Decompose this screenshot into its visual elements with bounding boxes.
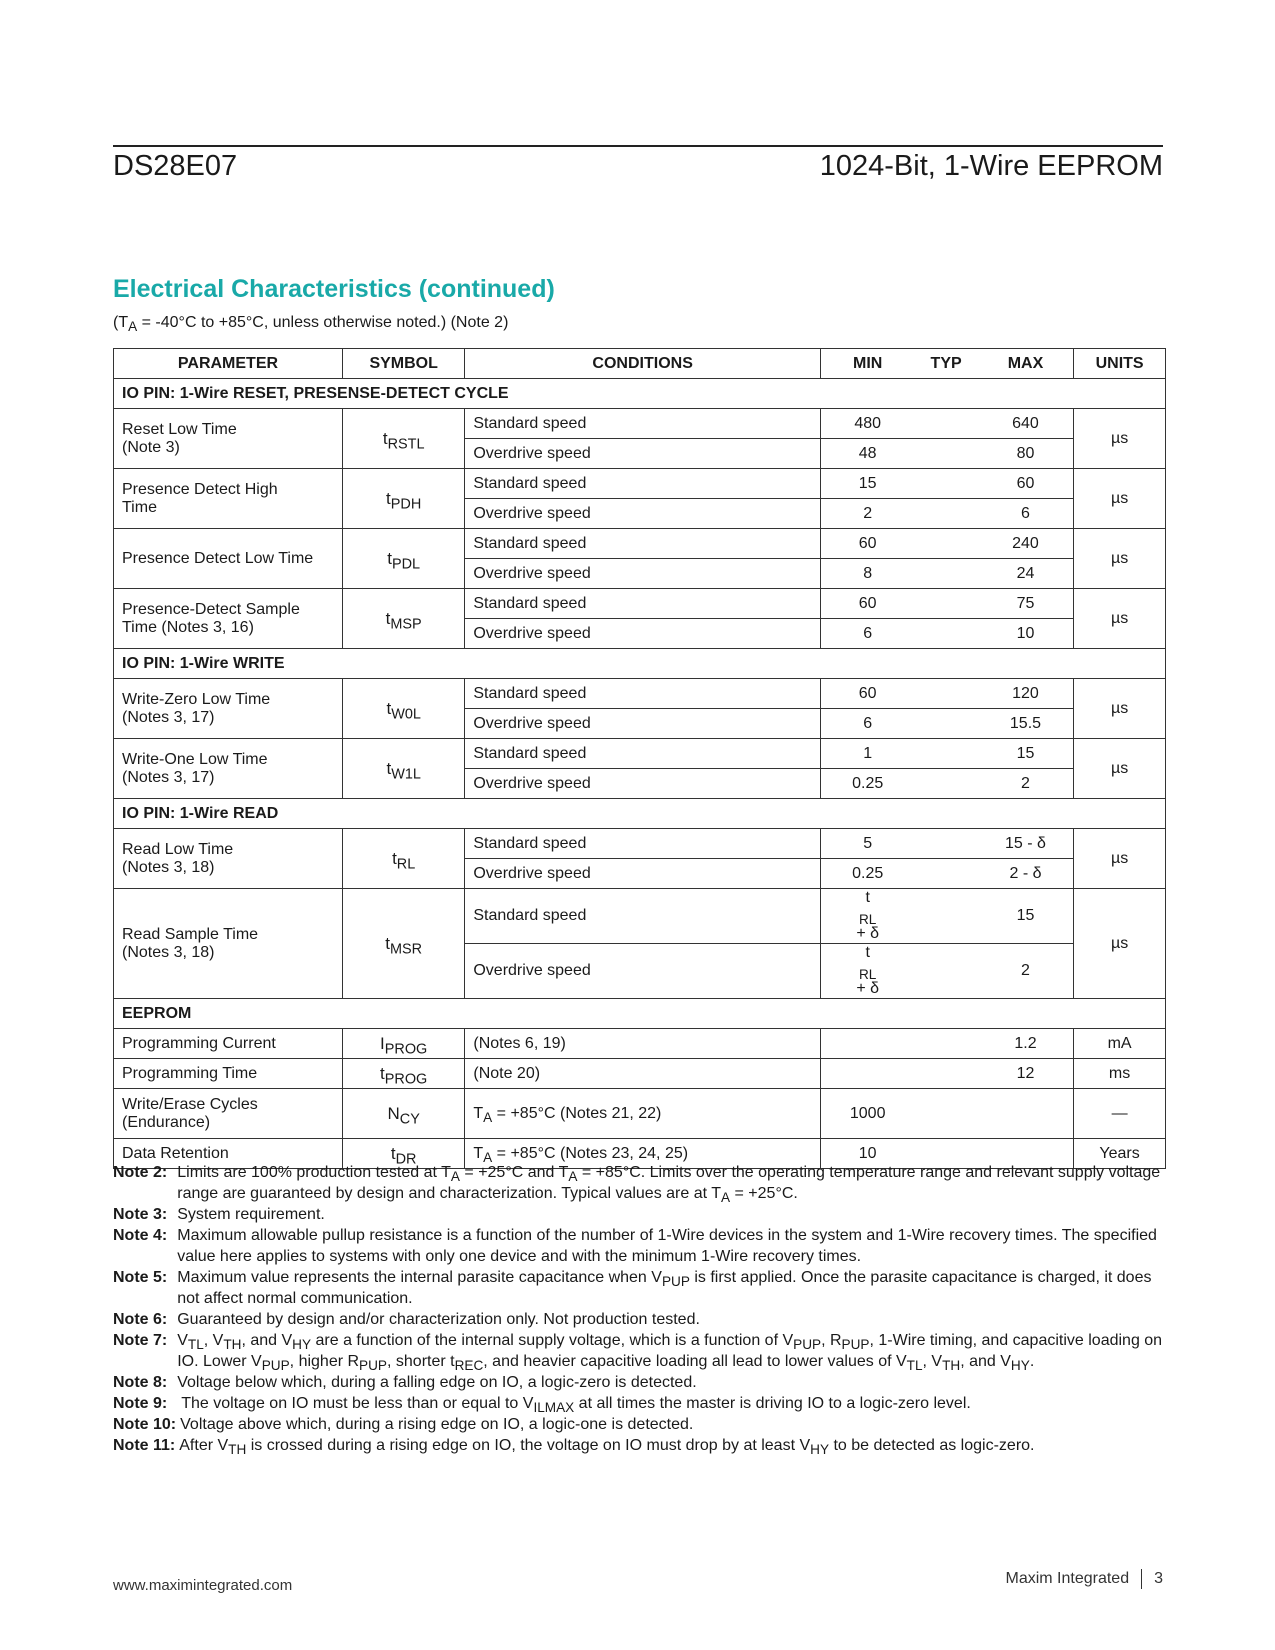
condition-cell: Overdrive speed: [465, 944, 821, 999]
param-cell: Data Retention: [114, 1139, 343, 1169]
values-cell: 480 640: [820, 409, 1073, 439]
electrical-characteristics-table: [113, 348, 1166, 1169]
table-row: [114, 1029, 1166, 1059]
values-cell: 10: [820, 1139, 1073, 1169]
units-cell: µs: [1074, 409, 1166, 469]
footer-url[interactable]: www.maximintegrated.com: [113, 1577, 293, 1594]
footer-company: Maxim Integrated: [1005, 1570, 1130, 1587]
param-cell: Presence-Detect Sample Time (Notes 3, 16): [114, 589, 343, 649]
symbol-cell: $t_{PDL}$: [342, 529, 464, 589]
symbol-cell: $t_{RL}$: [342, 829, 464, 889]
note-6: Note 6: Guaranteed by design and/or characterization only. Not production tested.: [113, 1311, 700, 1328]
symbol-cell: $t_{MSR}$: [342, 889, 464, 999]
symbol-cell: $t_{RSTL}$: [342, 409, 464, 469]
condition-cell: Overdrive speed: [465, 769, 821, 799]
header-rule: [113, 145, 1163, 147]
units-cell: µs: [1074, 739, 1166, 799]
units-cell: µs: [1074, 469, 1166, 529]
section-title: Electrical Characteristics (continued): [113, 275, 555, 303]
col-min-typ-max: MIN TYP MAX: [820, 349, 1073, 379]
values-cell: 12: [820, 1059, 1073, 1089]
values-cell: t $_{RL}$ + δ 2: [820, 944, 1073, 999]
values-cell: 60 75: [820, 589, 1073, 619]
param-cell: Programming Current: [114, 1029, 343, 1059]
footer-divider: [1141, 1569, 1142, 1589]
note-2: Note 2: Limits are 100% production tested at $T_A = +25^\circ C$ and $T_A = +85^\circ C$. Limits over the operating temperature range and relevant supply voltage range are guaranteed by design and characterization. Typical values are at $T_A = +25^\circ C$.: [113, 1164, 1161, 1206]
col-symbol: SYMBOL: [342, 349, 464, 379]
param-cell: Write-One Low Time (Notes 3, 17): [114, 739, 343, 799]
condition-cell: Standard speed: [465, 589, 821, 619]
units-cell: µs: [1074, 589, 1166, 649]
document-title: 1024-Bit, 1-Wire EEPROM: [819, 150, 1163, 182]
values-cell: 1 15: [820, 739, 1073, 769]
col-conditions: CONDITIONS: [465, 349, 821, 379]
symbol-cell: $N_{CY}$: [342, 1089, 464, 1139]
col-units: UNITS: [1074, 349, 1166, 379]
values-cell: 0.25 2 - δ: [820, 859, 1073, 889]
group-row: IO PIN: 1-Wire WRITE: [114, 649, 1166, 679]
note-4: Note 4: Maximum allowable pullup resistance is a function of the number of 1-Wire devices in the system and 1-Wire recovery times. The specified value here applies to systems with only one device and with the minimum 1-Wire recovery times.: [113, 1227, 1157, 1265]
condition-cell: Standard speed: [465, 529, 821, 559]
test-conditions: ($T_A = -40^\circ C$ to +85°C, unless otherwise noted.) (Note 2): [113, 314, 509, 335]
group-row: IO PIN: 1-Wire READ: [114, 799, 1166, 829]
values-cell: t $_{RL}$ + δ 15: [820, 889, 1073, 944]
condition-cell: Standard speed: [465, 889, 821, 944]
param-cell: Presence Detect Low Time: [114, 529, 343, 589]
symbol-cell: $t_{MSP}$: [342, 589, 464, 649]
values-cell: 5 15 - δ: [820, 829, 1073, 859]
param-cell: Presence Detect High Time: [114, 469, 343, 529]
units-cell: µs: [1074, 529, 1166, 589]
table-row: [114, 1089, 1166, 1139]
table-row: [114, 679, 1166, 709]
note-7: Note 7: $V_{TL}$, $V_{TH}$, and $V_{HY}$ are a function of the internal supply voltage, which is a function of $V_{PUP}$, $R_{PUP}$, 1-Wire timing, and capacitive loading on IO. Lower $V_{PUP}$, higher $R_{PUP}$, shorter $t_{REC}$, and heavier capacitive loading all lead to lower values of $V_{TL}$, $V_{TH}$, and $V_{HY}$.: [113, 1332, 1163, 1374]
values-cell: 1.2: [820, 1029, 1073, 1059]
values-cell: 2 6: [820, 499, 1073, 529]
values-cell: 6 15.5: [820, 709, 1073, 739]
condition-cell: Standard speed: [465, 409, 821, 439]
condition-cell: Overdrive speed: [465, 859, 821, 889]
param-cell: Write/Erase Cycles (Endurance): [114, 1089, 343, 1139]
condition-cell: Overdrive speed: [465, 439, 821, 469]
units-cell: —: [1074, 1089, 1166, 1139]
values-cell: 0.25 2: [820, 769, 1073, 799]
units-cell: mA: [1074, 1029, 1166, 1059]
units-cell: µs: [1074, 889, 1166, 999]
col-parameter: PARAMETER: [114, 349, 343, 379]
param-cell: Programming Time: [114, 1059, 343, 1089]
units-cell: µs: [1074, 829, 1166, 889]
symbol-cell: $t_{W1L}$: [342, 739, 464, 799]
note-8: Note 8: Voltage below which, during a falling edge on IO, a logic-zero is detected.: [113, 1374, 697, 1391]
notes-section: [113, 1162, 1173, 1456]
symbol-cell: $t_{W0L}$: [342, 679, 464, 739]
param-cell: Write-Zero Low Time (Notes 3, 17): [114, 679, 343, 739]
param-cell: Reset Low Time (Note 3): [114, 409, 343, 469]
condition-cell: Overdrive speed: [465, 499, 821, 529]
group-row: EEPROM: [114, 999, 1166, 1029]
table-row: [114, 589, 1166, 619]
table-row: [114, 739, 1166, 769]
table-row: [114, 1059, 1166, 1089]
condition-cell: $T_A = +85^\circ C$ (Notes 21, 22): [465, 1089, 821, 1139]
condition-cell: (Notes 6, 19): [465, 1029, 821, 1059]
table-row: [114, 889, 1166, 944]
values-cell: 60 240: [820, 529, 1073, 559]
condition-cell: Overdrive speed: [465, 709, 821, 739]
table-header-row: [114, 349, 1166, 379]
condition-cell: Overdrive speed: [465, 619, 821, 649]
note-10: Note 10: Voltage above which, during a rising edge on IO, a logic-one is detected.: [113, 1416, 694, 1433]
values-cell: 8 24: [820, 559, 1073, 589]
values-cell: 15 60: [820, 469, 1073, 499]
units-cell: µs: [1074, 679, 1166, 739]
values-cell: 6 10: [820, 619, 1073, 649]
condition-cell: Overdrive speed: [465, 559, 821, 589]
condition-cell: (Note 20): [465, 1059, 821, 1089]
condition-cell: Standard speed: [465, 739, 821, 769]
condition-cell: $T_A = +85^\circ C$ (Notes 23, 24, 25): [465, 1139, 821, 1169]
part-number: DS28E07: [113, 150, 238, 182]
param-cell: Read Sample Time (Notes 3, 18): [114, 889, 343, 999]
condition-cell: Standard speed: [465, 829, 821, 859]
symbol-cell: $t_{PROG}$: [342, 1059, 464, 1089]
symbol-cell: $t_{PDH}$: [342, 469, 464, 529]
values-cell: 1000: [820, 1089, 1073, 1139]
table-row: [114, 829, 1166, 859]
table-row: [114, 469, 1166, 499]
symbol-cell: $t_{DR}$: [342, 1139, 464, 1169]
note-9: Note 9: The voltage on IO must be less than or equal to $V_{ILMAX}$ at all times the master is driving IO to a logic-zero level.: [113, 1395, 971, 1416]
units-cell: Years: [1074, 1139, 1166, 1169]
param-cell: Read Low Time (Notes 3, 18): [114, 829, 343, 889]
condition-cell: Standard speed: [465, 469, 821, 499]
condition-cell: Standard speed: [465, 679, 821, 709]
note-11: Note 11: After $V_{TH}$ is crossed during a rising edge on IO, the voltage on IO must drop by at least $V_{HY}$ to be detected as logic-zero.: [113, 1437, 1035, 1458]
symbol-cell: $I_{PROG}$: [342, 1029, 464, 1059]
values-cell: 48 80: [820, 439, 1073, 469]
table-row: [114, 529, 1166, 559]
page-number: 3: [1154, 1570, 1163, 1587]
group-row: IO PIN: 1-Wire RESET, PRESENSE-DETECT CYCLE: [114, 379, 1166, 409]
note-5: Note 5: Maximum value represents the internal parasite capacitance when $V_{PUP}$ is first applied. Once the parasite capacitance is charged, it does not affect normal communication.: [113, 1269, 1152, 1307]
units-cell: ms: [1074, 1059, 1166, 1089]
values-cell: 60 120: [820, 679, 1073, 709]
note-3: Note 3: System requirement.: [113, 1206, 325, 1223]
table-row: [114, 409, 1166, 439]
footer-page-info: [1005, 1569, 1163, 1589]
